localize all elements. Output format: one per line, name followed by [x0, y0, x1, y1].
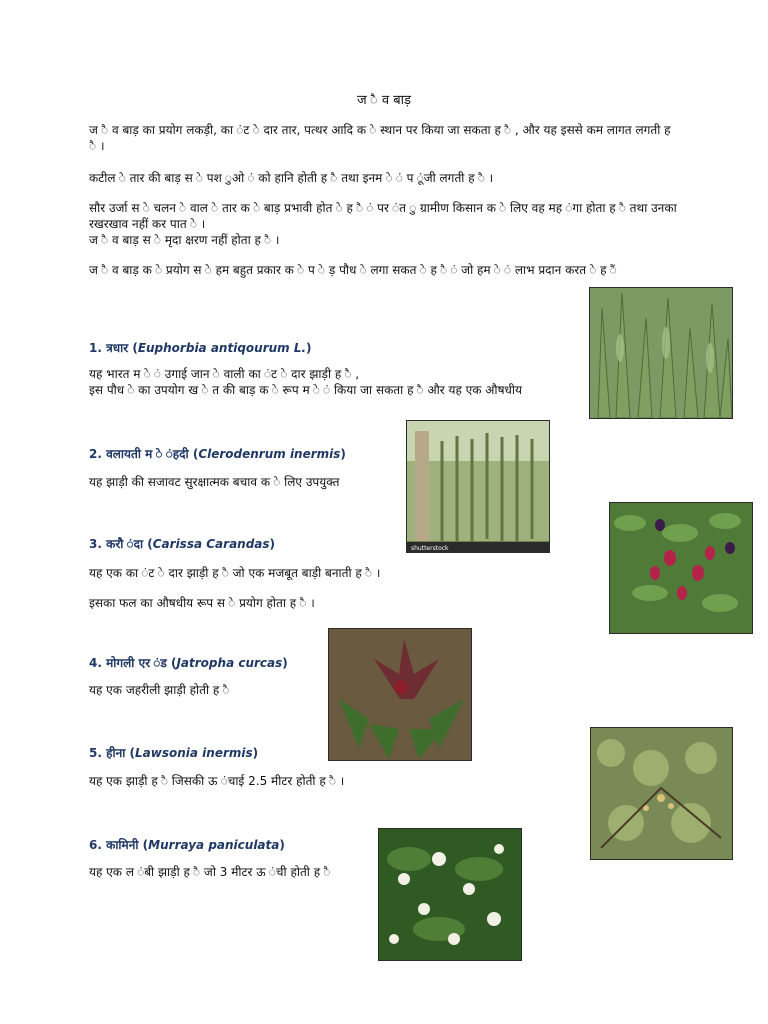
intro-paragraph-5: ज ै व बाड़ क े प्रयोग स े हम बहुत प्रकार क े प े ड़ पौध े लगा सकत े ह ै ं जो हम े ं लाभ प्रदान करत े ह ैं — [89, 263, 617, 277]
jatropha-photo — [328, 628, 472, 761]
plant-number: 3. — [89, 537, 102, 551]
plant-desc-6a: यह एक ल ंबी झाड़ी ह ै जो 3 मीटर ऊ ंची होती ह ै — [89, 865, 331, 879]
plant-name: कामिनी — [106, 838, 139, 852]
plant-desc-2a: यह झाड़ी की सजावट सुरक्षात्मक बचाव क े लिए उपयुक्त — [89, 475, 340, 489]
plant-name: करौ ंदा — [106, 537, 144, 551]
plant-desc-4a: यह एक जहरीली झाड़ी होती ह ै — [89, 683, 230, 697]
intro-paragraph-4: ज ै व बाड़ स े मृदा क्षरण नहीं होता ह ै । — [89, 233, 280, 247]
page-title: ज ै व बाड़ — [357, 93, 411, 108]
murraya-photo — [378, 828, 522, 961]
plant-number: 2. — [89, 447, 102, 461]
plant-desc-3b: इसका फल का औषधीय रूप स े प्रयोग होता ह ै । — [89, 596, 315, 610]
plant-scientific-name: Euphorbia antiqourum L. — [137, 341, 307, 355]
photo-watermark: shutterstock — [411, 545, 449, 552]
carissa-photo — [609, 502, 753, 634]
plant-number: 5. — [89, 746, 102, 760]
henna-photo — [590, 727, 733, 860]
intro-paragraph-1: ज ै व बाड़ का प्रयोग लकड़ी, का ंट े दार तार, पत्थर आदि क े स्थान पर किया जा सकता ह ै , और यह इससे कम लागत लगती ह ै । — [89, 123, 671, 153]
intro-paragraph-3: सौर उर्जा स े चलन े वाल े तार क े बाड़ प्रभावी होत े ह ै ं पर ंत ु ग्रामीण किसान क े लिए वह मह ंगा होता ह ै तथा उनका रखरखाव नहीं कर पात े । — [89, 201, 677, 231]
plant-desc-1a: यह भारत म े ं उगाई जान े वाली का ंट े दार झाड़ी ह ै , — [89, 367, 360, 381]
plant-heading-1: 1. त्रधार (Euphorbia antiqourum L.) — [89, 341, 312, 355]
plant-desc-1b: इस पौध े का उपयोग ख े त की बाड़ क े रूप म े ं किया जा सकता ह ै और यह एक औषधीय — [89, 383, 522, 397]
intro-paragraph-2: कटील े तार की बाड़ स े पश ुओ ं को हानि होती ह ै तथा इनम े ं प ूंजी लगती ह ै । — [89, 171, 494, 185]
plant-name: त्रधार — [106, 341, 129, 355]
euphorbia-photo — [589, 287, 733, 419]
plant-heading-4: 4. मोगली एर ंड (Jatropha curcas) — [89, 656, 288, 670]
plant-heading-6: 6. कामिनी (Murraya paniculata) — [89, 838, 285, 852]
plant-heading-3: 3. करौ ंदा (Carissa Carandas) — [89, 537, 276, 551]
plant-scientific-name: Carissa Carandas — [152, 537, 270, 551]
plant-heading-5: 5. हीना (Lawsonia inermis) — [89, 746, 259, 760]
plant-desc-5a: यह एक झाड़ी ह ै जिसकी ऊ ंचाई 2.5 मीटर होती ह ै । — [89, 774, 345, 788]
plant-number: 1. — [89, 341, 102, 355]
plant-name: वलायती म े ंहदी — [106, 447, 189, 461]
plant-name: हीना — [106, 746, 126, 760]
plant-desc-3a: यह एक का ंट े दार झाड़ी ह ै जो एक मजबूत बाड़ी बनाती ह ै । — [89, 566, 381, 580]
plant-scientific-name: Lawsonia inermis — [135, 746, 253, 760]
plant-number: 6. — [89, 838, 102, 852]
plant-heading-2: 2. वलायती म े ंहदी (Clerodenrum inermis) — [89, 447, 346, 461]
clerodendrum-photo — [406, 420, 550, 553]
plant-scientific-name: Murraya paniculata — [148, 838, 280, 852]
plant-number: 4. — [89, 656, 102, 670]
plant-scientific-name: Clerodenrum inermis — [198, 447, 341, 461]
plant-scientific-name: Jatropha curcas — [176, 656, 283, 670]
plant-name: मोगली एर ंड — [106, 656, 167, 670]
